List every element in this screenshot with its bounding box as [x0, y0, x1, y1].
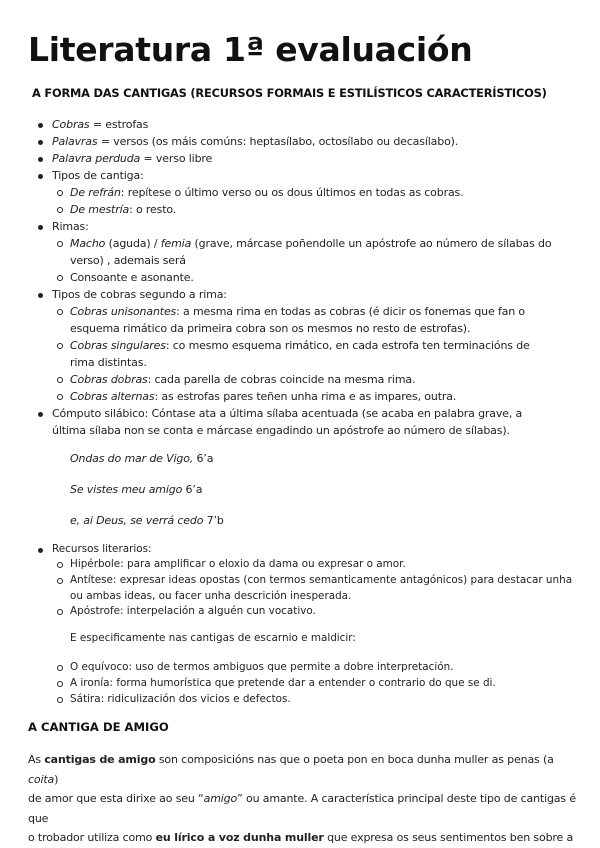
verse-line: Se vistes meu amigo 6’a: [70, 483, 203, 496]
list-item-computo: Cómputo silábico: Cóntase ata a última sílaba acentuada (se acaba en palabra grave, a última sílaba non se conta e márcase engadindo un apóstrofe ao número de sílabas).: [52, 406, 582, 440]
paragraph-amigo: As cantigas de amigo son composicións nas que o poeta pon en boca dunha muller as penas (a coita) de amor que esta dirixe ao seu “amigo” ou amante. A característica principal deste tipo de cantigas é que o trobador utiliza como eu lírico a voz dunha muller que expresa os seus sentimentos ben sobre a: [28, 753, 576, 845]
section-subtitle: A FORMA DAS CANTIGAS (RECURSOS FORMAIS E ESTILÍSTICOS CARACTERÍSTICOS): [32, 86, 547, 100]
sublist-item-apostrofe: Apóstrofe: interpelación a alguén cun vocativo.: [70, 604, 582, 620]
sublist-item-unisonantes: Cobras unisonantes: a mesma rima en todas as cobras (é dicir os fonemas que fan o esquema rimático da primeira cobra son os mesmos no resto de estrofas).: [70, 304, 582, 338]
sublist-item-macho-femia: Macho (aguda) / femia (grave, márcase poñendolle un apóstrofe ao número de sílabas do verso) , ademais será: [70, 236, 582, 270]
sublist-item-antitese: Antítese: expresar ideas opostas (con termos semanticamente antagónicos) para destacar unha ou ambas ideas, ou facer unha descrición inesperada.: [70, 573, 582, 604]
list-item-tipos-cobras: Tipos de cobras segundo a rima:: [52, 287, 582, 304]
sublist-item-hiperbole: Hipérbole: para amplificar o eloxio da dama ou expresar o amor.: [70, 557, 582, 573]
section-heading-amigo: A CANTIGA DE AMIGO: [28, 720, 169, 734]
sublist-item-satira: Sátira: ridiculización dos vicios e defectos.: [70, 692, 582, 708]
sublist-item-alternas: Cobras alternas: as estrofas pares teñen unha rima e as impares, outra.: [70, 389, 582, 406]
page-title: Literatura 1ª evaluación: [28, 30, 473, 69]
list-item-recursos: Recursos literarios:: [52, 542, 582, 558]
sublist-item-refran: De refrán: repítese o último verso ou os dous últimos en todas as cobras.: [70, 185, 582, 202]
sublist-item-consoante: Consoante e asonante.: [70, 270, 582, 287]
escarnio-intro: E especificamente nas cantigas de escarnio e maldicir:: [70, 632, 356, 644]
list-item-tipos-cantiga: Tipos de cantiga:: [52, 168, 582, 185]
sublist-item-ironia: A ironía: forma humorística que pretende dar a entender o contrario do que se di.: [70, 676, 582, 692]
list-item-cobras: Cobras = estrofas: [52, 117, 582, 134]
verse-line: Ondas do mar de Vigo, 6’a: [70, 452, 214, 465]
list-item-palavra-perduda: Palavra perduda = verso libre: [52, 151, 582, 168]
sublist-item-singulares: Cobras singulares: co mesmo esquema rimático, en cada estrofa ten terminacións de rima distintas.: [70, 338, 582, 372]
verse-line: e, ai Deus, se verrá cedo 7’b: [70, 514, 224, 527]
list-item-palavras: Palavras = versos (os máis comúns: heptasílabo, octosílabo ou decasílabo).: [52, 134, 582, 151]
list-item-rimas: Rimas:: [52, 219, 582, 236]
sublist-item-dobras: Cobras dobras: cada parella de cobras coincide na mesma rima.: [70, 372, 582, 389]
sublist-item-mestria: De mestría: o resto.: [70, 202, 582, 219]
sublist-item-equivoco: O equívoco: uso de termos ambiguos que permite a dobre interpretación.: [70, 660, 582, 676]
